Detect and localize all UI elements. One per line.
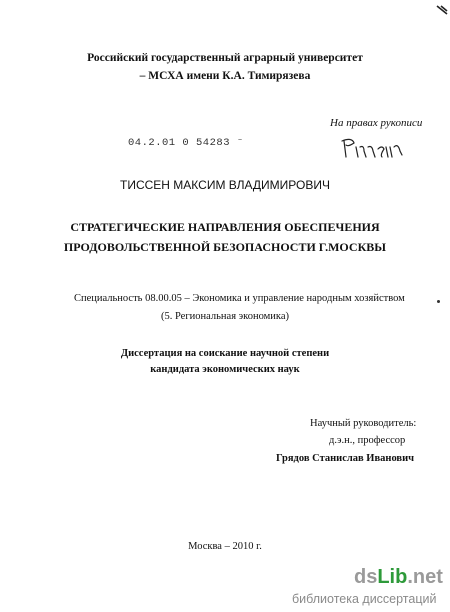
rights-note: На правах рукописи (330, 117, 423, 129)
watermark-brand-ds: ds (354, 566, 378, 588)
watermark-brand-net: .net (407, 566, 443, 588)
specialty-line-2: (5. Региональная экономика) (160, 311, 290, 322)
university-line-2: – МСХА имени К.А. Тимирязева (139, 70, 311, 82)
specialty-line-1: Специальность 08.00.05 – Экономика и управление народным хозяйством (74, 293, 405, 304)
supervisor-label: Научный руководитель: (310, 418, 417, 429)
watermark-brand (354, 565, 443, 589)
thesis-title-line-2: ПРОДОВОЛЬСТВЕННОЙ БЕЗОПАСНОСТИ Г.МОСКВЫ (63, 240, 387, 254)
watermark-tagline: библиотека диссертаций (292, 592, 437, 606)
signature (340, 133, 406, 163)
watermark-brand-lib: Lib (377, 566, 408, 588)
supervisor-name: Грядов Станислав Иванович (276, 453, 415, 464)
registration-stamp: 04.2.01 0 54283 ⁻ (128, 137, 244, 149)
city-year: Москва – 2010 г. (188, 541, 262, 552)
degree-line-1: Диссертация на соискание научной степени (120, 348, 330, 359)
corner-mark (436, 2, 448, 12)
university-line-1: Российский государственный аграрный университет (87, 52, 363, 64)
degree-line-2: кандидата экономических наук (150, 364, 300, 375)
author-name: ТИССЕН МАКСИМ ВЛАДИМИРОВИЧ (120, 178, 330, 192)
speck-dot (437, 300, 440, 303)
watermark-logo (292, 565, 442, 609)
supervisor-degree: д.э.н., профессор (329, 435, 406, 446)
thesis-title-line-1: СТРАТЕГИЧЕСКИЕ НАПРАВЛЕНИЯ ОБЕСПЕЧЕНИЯ (70, 220, 380, 234)
